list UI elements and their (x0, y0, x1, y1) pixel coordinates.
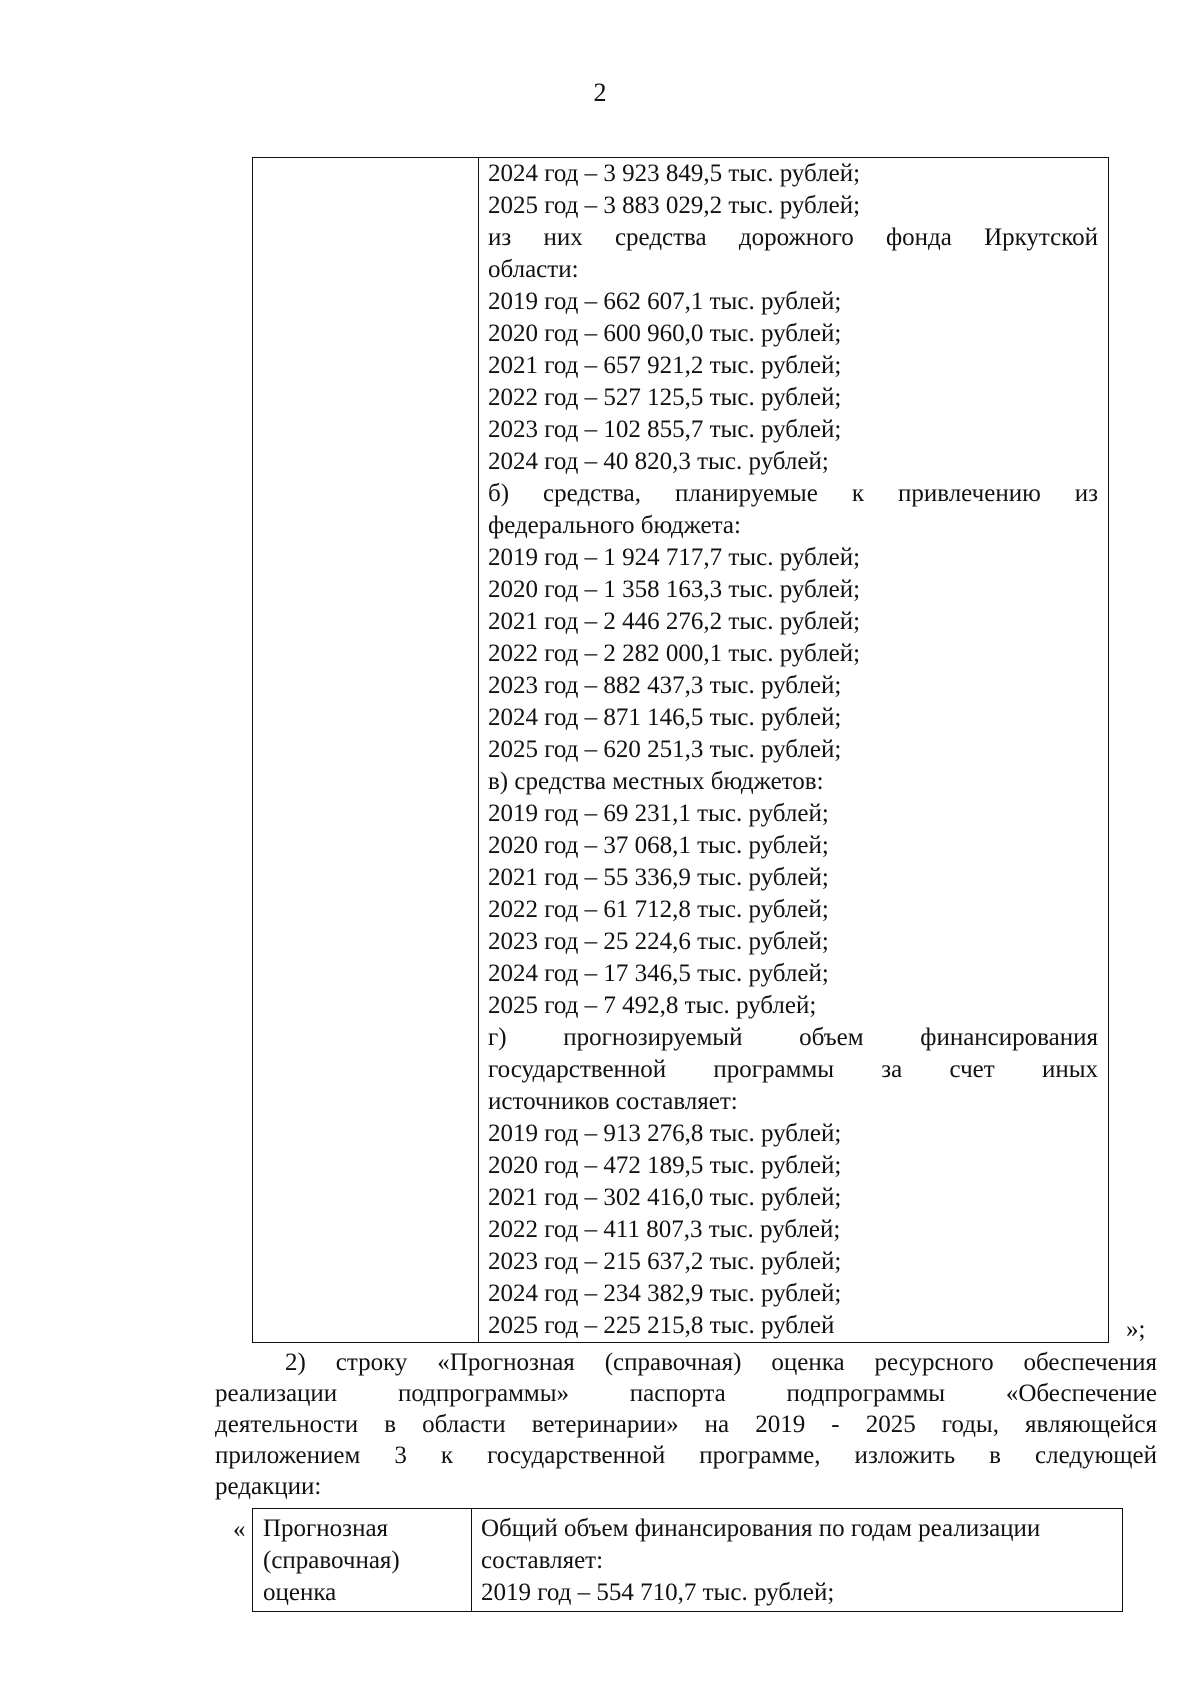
label-line: оценка (263, 1579, 337, 1606)
table-line: 2023 год – 102 855,7 тыс. рублей; (488, 416, 842, 443)
table-line: 2024 год – 234 382,9 тыс. рублей; (488, 1280, 842, 1307)
table-line: 2021 год – 55 336,9 тыс. рублей; (488, 864, 829, 891)
funding-table (252, 157, 1109, 1343)
table-line: 2020 год – 472 189,5 тыс. рублей; (488, 1152, 842, 1179)
table-line: 2021 год – 302 416,0 тыс. рублей; (488, 1184, 842, 1211)
table-line: из них средства дорожного фонда Иркутской (488, 224, 1098, 251)
table-line: 2023 год – 882 437,3 тыс. рублей; (488, 672, 842, 699)
table-line: г) прогнозируемый объем финансирования (488, 1024, 1098, 1051)
table-line: области: (488, 256, 579, 283)
funding-cell (488, 158, 1098, 1342)
table-line: источников составляет: (488, 1088, 738, 1115)
column-divider (478, 158, 479, 1342)
table-line: 2024 год – 871 146,5 тыс. рублей; (488, 704, 842, 731)
table-line: 2019 год – 662 607,1 тыс. рублей; (488, 288, 842, 315)
table-line: 2022 год – 411 807,3 тыс. рублей; (488, 1216, 841, 1243)
label-line: (справочная) (263, 1547, 400, 1574)
table-line: 2024 год – 17 346,5 тыс. рублей; (488, 960, 829, 987)
table-line: 2019 год – 1 924 717,7 тыс. рублей; (488, 544, 861, 571)
table-line: 2023 год – 215 637,2 тыс. рублей; (488, 1248, 842, 1275)
table-line: 2019 год – 913 276,8 тыс. рублей; (488, 1120, 842, 1147)
forecast-value-cell (481, 1513, 1114, 1609)
table-line: 2024 год – 40 820,3 тыс. рублей; (488, 448, 829, 475)
table-line: 2025 год – 3 883 029,2 тыс. рублей; (488, 192, 861, 219)
paragraph-line: деятельности в области ветеринарии» на 2019 - 2025 годы, являющейся (215, 1411, 1157, 1438)
amendment-paragraph (215, 1347, 1157, 1502)
table-line: 2023 год – 25 224,6 тыс. рублей; (488, 928, 829, 955)
column-divider (471, 1509, 472, 1611)
forecast-label-cell (263, 1513, 463, 1609)
table-line: 2022 год – 2 282 000,1 тыс. рублей; (488, 640, 861, 667)
table-line: 2022 год – 61 712,8 тыс. рублей; (488, 896, 829, 923)
table-line: 2025 год – 7 492,8 тыс. рублей; (488, 992, 817, 1019)
forecast-table (252, 1508, 1123, 1612)
table-line: 2020 год – 37 068,1 тыс. рублей; (488, 832, 829, 859)
value-line: Общий объем финансирования по годам реализации (481, 1515, 1041, 1542)
table-line: федерального бюджета: (488, 512, 741, 539)
table-line: 2021 год – 2 446 276,2 тыс. рублей; (488, 608, 861, 635)
table-line: 2025 год – 620 251,3 тыс. рублей; (488, 736, 842, 763)
paragraph-line: 2) строку «Прогнозная (справочная) оценка ресурсного обеспечения (285, 1349, 1157, 1376)
table-line: 2020 год – 600 960,0 тыс. рублей; (488, 320, 842, 347)
table-line: государственной программы за счет иных (488, 1056, 1098, 1083)
paragraph-line: реализации подпрограммы» паспорта подпрограммы «Обеспечение (215, 1380, 1157, 1407)
table-line: б) средства, планируемые к привлечению из (488, 480, 1098, 507)
table-line: в) средства местных бюджетов: (488, 768, 824, 795)
table-line: 2021 год – 657 921,2 тыс. рублей; (488, 352, 842, 379)
table-line: 2024 год – 3 923 849,5 тыс. рублей; (488, 160, 861, 187)
opening-quote: « (233, 1516, 246, 1543)
page-number: 2 (593, 78, 607, 107)
table-line: 2020 год – 1 358 163,3 тыс. рублей; (488, 576, 861, 603)
table-line: 2019 год – 69 231,1 тыс. рублей; (488, 800, 829, 827)
paragraph-line: редакции: (215, 1473, 322, 1500)
paragraph-line: приложением 3 к государственной программе, изложить в следующей (215, 1442, 1157, 1469)
label-line: Прогнозная (263, 1515, 389, 1542)
value-line: составляет: (481, 1547, 604, 1574)
closing-quote: »; (1126, 1316, 1146, 1343)
table-line: 2025 год – 225 215,8 тыс. рублей (488, 1312, 835, 1339)
table-line: 2022 год – 527 125,5 тыс. рублей; (488, 384, 842, 411)
value-line: 2019 год – 554 710,7 тыс. рублей; (481, 1579, 835, 1606)
